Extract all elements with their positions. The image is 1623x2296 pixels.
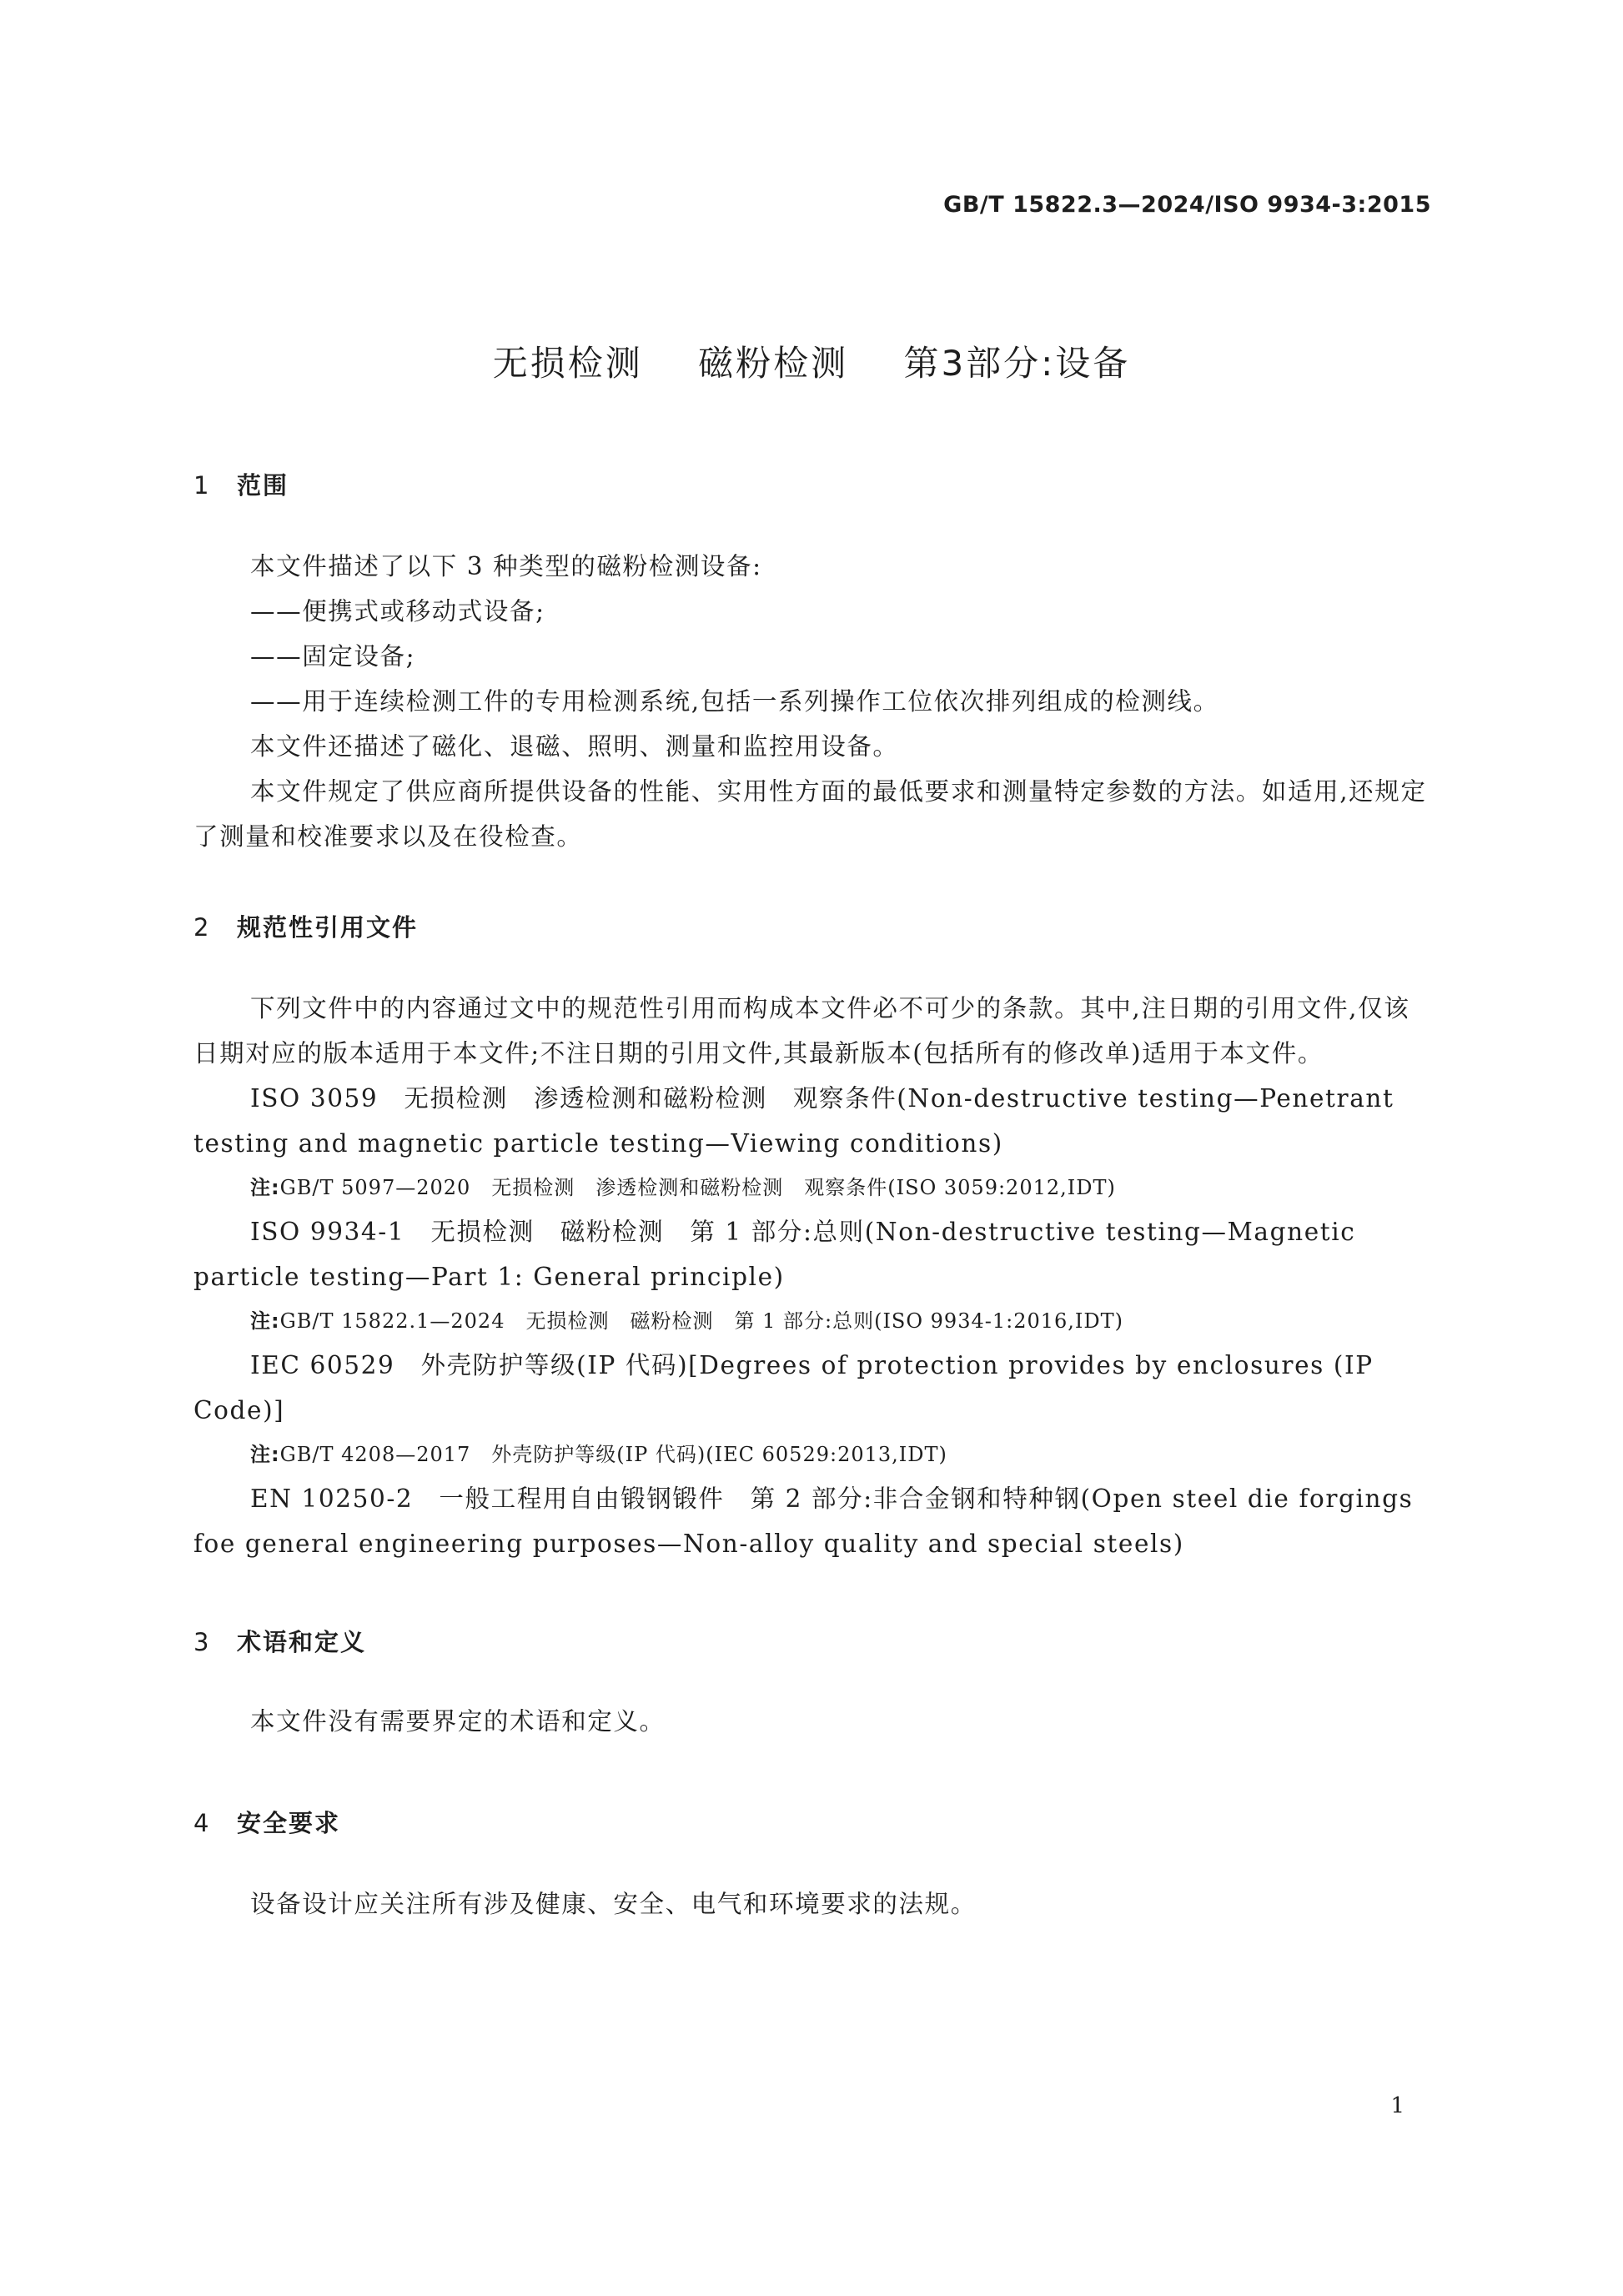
section-4-heading <box>193 1805 340 1839</box>
list-item: ——固定设备; <box>250 642 416 671</box>
title-part-2: 磁粉检测 <box>698 343 849 384</box>
document-id: GB/T 15822.3—2024/ISO 9934-3:2015 <box>943 192 1431 218</box>
note-text: GB/T 4208—2017 外壳防护等级(IP 代码)(IEC 60529:2013,IDT) <box>279 1443 947 1466</box>
reference-entry: ISO 3059 无损检测 渗透检测和磁粉检测 观察条件(Non-destructive testing—Penetrant testing and magnetic particle testing—Viewing conditions) <box>193 1084 1394 1158</box>
list-item: ——便携式或移动式设备; <box>250 597 545 625</box>
section-1-body <box>193 544 1435 859</box>
section-1-heading <box>193 467 289 501</box>
note-label: 注: <box>250 1443 280 1466</box>
paragraph: 本文件描述了以下 3 种类型的磁粉检测设备: <box>250 552 762 580</box>
section-2-body <box>193 986 1435 1566</box>
note-text: GB/T 5097—2020 无损检测 渗透检测和磁粉检测 观察条件(ISO 3059:2012,IDT) <box>279 1176 1116 1199</box>
title-part-1: 无损检测 <box>492 343 643 384</box>
note <box>193 1166 1435 1209</box>
paragraph: 本文件规定了供应商所提供设备的性能、实用性方面的最低要求和测量特定参数的方法。如适用,还规定了测量和校准要求以及在役检查。 <box>193 777 1427 851</box>
reference-entry: IEC 60529 外壳防护等级(IP 代码)[Degrees of protection provides by enclosures (IP Code)] <box>193 1351 1374 1424</box>
document-title <box>0 336 1623 386</box>
section-2-heading <box>193 909 418 943</box>
section-3-heading <box>193 1624 366 1658</box>
note-text: GB/T 15822.1—2024 无损检测 磁粉检测 第 1 部分:总则(ISO 9934-1:2016,IDT) <box>279 1309 1124 1333</box>
section-number: 1 <box>193 471 211 500</box>
title-part-3: 第3部分:设备 <box>903 343 1131 384</box>
note <box>193 1433 1435 1476</box>
page-number: 1 <box>1390 2093 1404 2118</box>
section-3-body <box>193 1699 1435 1744</box>
section-number: 3 <box>193 1628 211 1656</box>
section-4-body <box>193 1882 1435 1927</box>
section-number: 4 <box>193 1809 211 1837</box>
paragraph: 下列文件中的内容通过文中的规范性引用而构成本文件必不可少的条款。其中,注日期的引用文件,仅该日期对应的版本适用于本文件;不注日期的引用文件,其最新版本(包括所有的修改单)适用于本文件。 <box>193 994 1410 1068</box>
list-item: ——用于连续检测工件的专用检测系统,包括一系列操作工位依次排列组成的检测线。 <box>250 687 1219 716</box>
note-label: 注: <box>250 1176 280 1199</box>
section-title: 范围 <box>237 471 289 500</box>
paragraph: 设备设计应关注所有涉及健康、安全、电气和环境要求的法规。 <box>250 1890 977 1918</box>
section-number: 2 <box>193 913 211 942</box>
note-label: 注: <box>250 1309 280 1333</box>
section-title: 安全要求 <box>237 1809 341 1837</box>
note <box>193 1299 1435 1343</box>
paragraph: 本文件没有需要界定的术语和定义。 <box>250 1707 666 1736</box>
paragraph: 本文件还描述了磁化、退磁、照明、测量和监控用设备。 <box>250 732 899 761</box>
section-title: 术语和定义 <box>237 1628 367 1656</box>
reference-entry: ISO 9934-1 无损检测 磁粉检测 第 1 部分:总则(Non-destructive testing—Magnetic particle testing—Part 1: General principle) <box>193 1218 1356 1291</box>
section-title: 规范性引用文件 <box>237 913 419 942</box>
reference-entry: EN 10250-2 一般工程用自由锻钢锻件 第 2 部分:非合金钢和特种钢(Open steel die forgings foe general engineering purposes—Non-alloy quality and special steels) <box>193 1485 1414 1558</box>
